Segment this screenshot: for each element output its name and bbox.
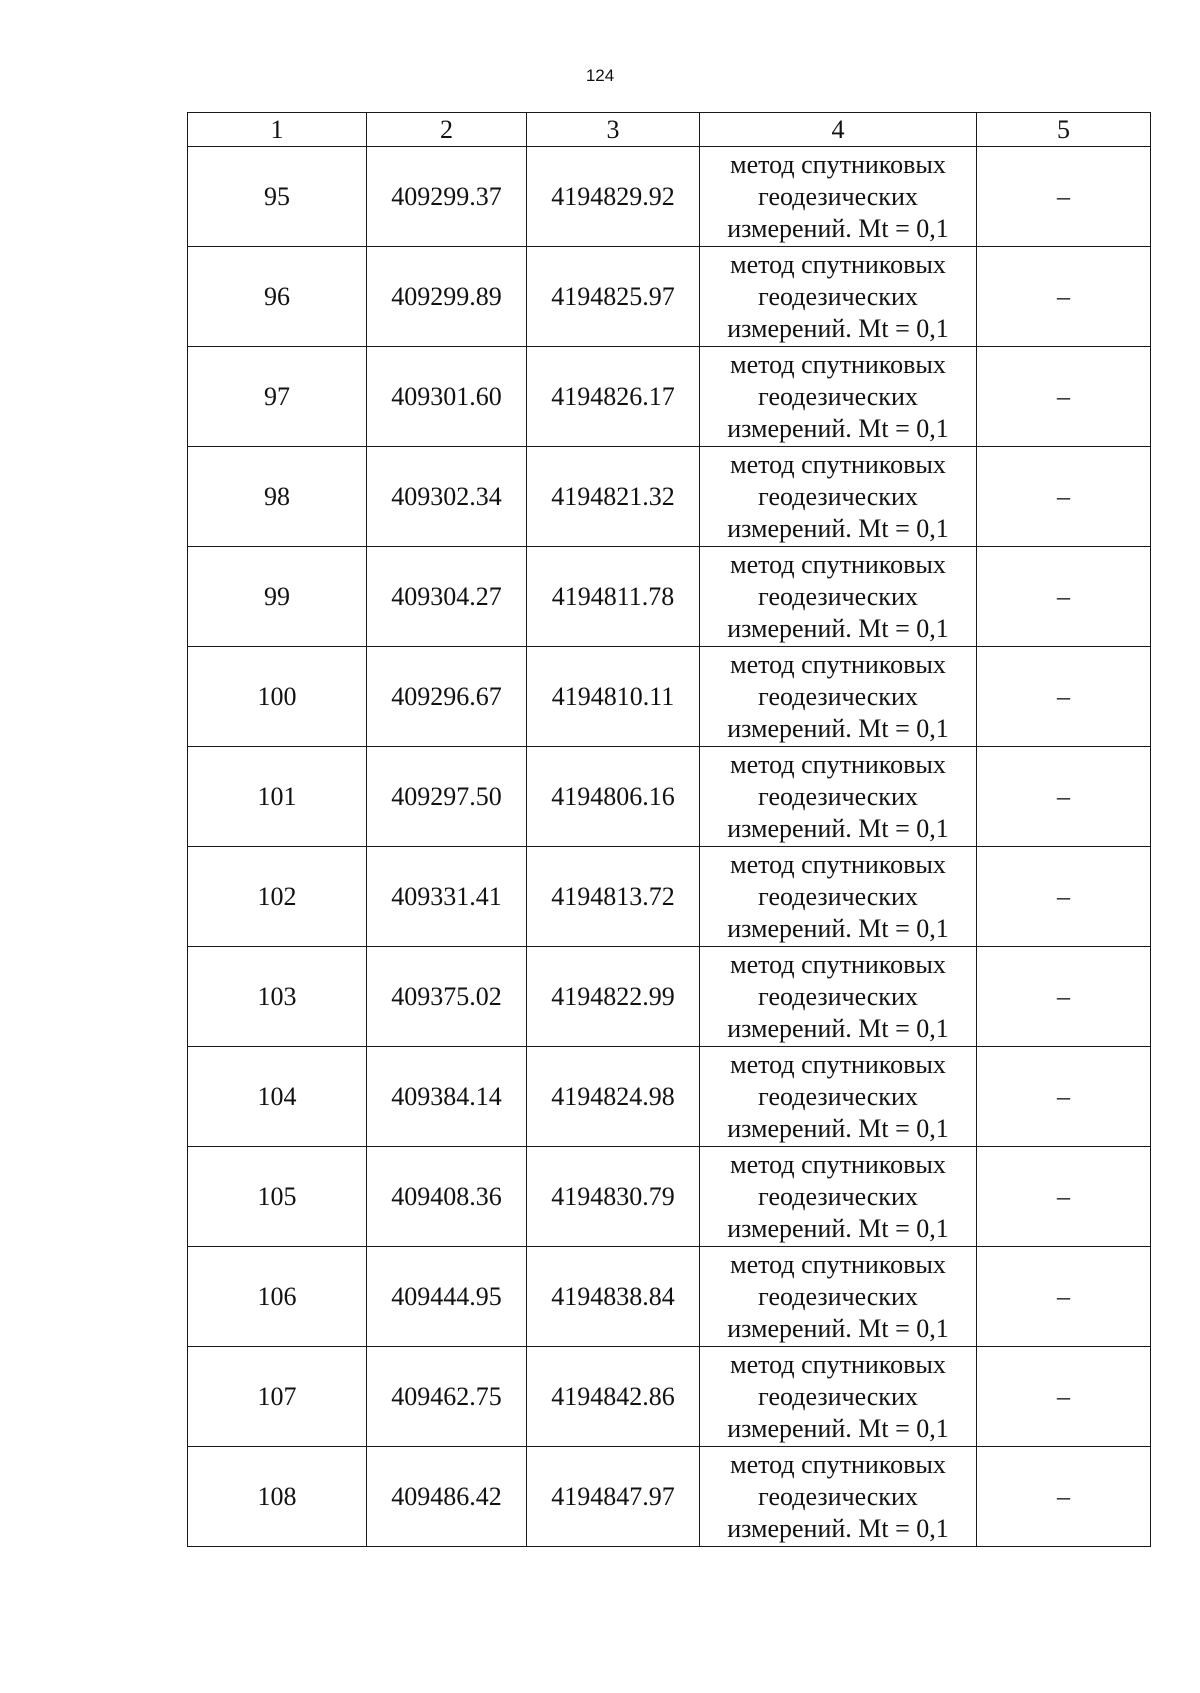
method-line: геодезических [758,1181,918,1211]
method-line: измерений. Mt = 0,1 [727,1213,949,1243]
y-coordinate-cell: 4194821.32 [527,447,700,547]
table-row [188,1347,1151,1447]
method-line: метод спутниковых [730,649,946,679]
method-line: метод спутниковых [730,349,946,379]
method-line: геодезических [758,281,918,311]
method-cell [700,1047,977,1147]
note-cell: – [977,247,1151,347]
header-cell-1: 1 [188,113,367,147]
y-coordinate-cell: 4194826.17 [527,347,700,447]
method-line: геодезических [758,1081,918,1111]
method-line: метод спутниковых [730,549,946,579]
table-header-row [188,113,1151,147]
x-coordinate-cell: 409299.37 [367,147,527,247]
x-coordinate-cell: 409304.27 [367,547,527,647]
point-number-cell: 102 [188,847,367,947]
method-line: измерений. Mt = 0,1 [727,513,949,543]
method-line: геодезических [758,481,918,511]
x-coordinate-cell: 409462.75 [367,1347,527,1447]
method-line: метод спутниковых [730,1149,946,1179]
method-cell [700,847,977,947]
point-number-cell: 99 [188,547,367,647]
note-cell: – [977,747,1151,847]
note-cell: – [977,1447,1151,1547]
x-coordinate-cell: 409301.60 [367,347,527,447]
table-row [188,947,1151,1047]
y-coordinate-cell: 4194825.97 [527,247,700,347]
method-line: геодезических [758,1481,918,1511]
point-number-cell: 100 [188,647,367,747]
point-number-cell: 107 [188,1347,367,1447]
x-coordinate-cell: 409486.42 [367,1447,527,1547]
method-line: метод спутниковых [730,949,946,979]
table-row [188,1147,1151,1247]
x-coordinate-cell: 409375.02 [367,947,527,1047]
method-cell [700,747,977,847]
table-row [188,1047,1151,1147]
method-line: измерений. Mt = 0,1 [727,1513,949,1543]
method-line: измерений. Mt = 0,1 [727,913,949,943]
method-cell [700,1147,977,1247]
table-row [188,747,1151,847]
note-cell: – [977,447,1151,547]
point-number-cell: 106 [188,1247,367,1347]
table-row [188,147,1151,247]
method-line: геодезических [758,781,918,811]
point-number-cell: 105 [188,1147,367,1247]
method-line: измерений. Mt = 0,1 [727,613,949,643]
note-cell: – [977,1047,1151,1147]
method-line: измерений. Mt = 0,1 [727,713,949,743]
y-coordinate-cell: 4194838.84 [527,1247,700,1347]
method-line: измерений. Mt = 0,1 [727,1413,949,1443]
method-cell [700,247,977,347]
note-cell: – [977,1247,1151,1347]
method-line: геодезических [758,381,918,411]
method-line: геодезических [758,881,918,911]
note-cell: – [977,947,1151,1047]
point-number-cell: 98 [188,447,367,547]
note-cell: – [977,147,1151,247]
table-row [188,1447,1151,1547]
y-coordinate-cell: 4194811.78 [527,547,700,647]
point-number-cell: 103 [188,947,367,1047]
x-coordinate-cell: 409297.50 [367,747,527,847]
method-line: измерений. Mt = 0,1 [727,1013,949,1043]
method-line: геодезических [758,1381,918,1411]
note-cell: – [977,1347,1151,1447]
method-line: измерений. Mt = 0,1 [727,1113,949,1143]
x-coordinate-cell: 409331.41 [367,847,527,947]
method-line: метод спутниковых [730,849,946,879]
note-cell: – [977,1147,1151,1247]
y-coordinate-cell: 4194822.99 [527,947,700,1047]
method-cell [700,547,977,647]
table-row [188,347,1151,447]
note-cell: – [977,647,1151,747]
x-coordinate-cell: 409384.14 [367,1047,527,1147]
y-coordinate-cell: 4194847.97 [527,1447,700,1547]
x-coordinate-cell: 409302.34 [367,447,527,547]
note-cell: – [977,347,1151,447]
method-line: метод спутниковых [730,749,946,779]
method-line: измерений. Mt = 0,1 [727,313,949,343]
method-line: метод спутниковых [730,1349,946,1379]
point-number-cell: 108 [188,1447,367,1547]
method-line: метод спутниковых [730,1049,946,1079]
y-coordinate-cell: 4194824.98 [527,1047,700,1147]
table-row [188,247,1151,347]
point-number-cell: 104 [188,1047,367,1147]
point-number-cell: 95 [188,147,367,247]
method-line: геодезических [758,1281,918,1311]
method-line: геодезических [758,581,918,611]
note-cell: – [977,547,1151,647]
x-coordinate-cell: 409444.95 [367,1247,527,1347]
note-cell: – [977,847,1151,947]
method-line: метод спутниковых [730,1449,946,1479]
method-line: метод спутниковых [730,1249,946,1279]
method-line: измерений. Mt = 0,1 [727,1313,949,1343]
point-number-cell: 96 [188,247,367,347]
method-cell [700,347,977,447]
table-row [188,847,1151,947]
x-coordinate-cell: 409408.36 [367,1147,527,1247]
header-cell-4: 4 [700,113,977,147]
y-coordinate-cell: 4194813.72 [527,847,700,947]
table-body [188,113,1151,1547]
point-number-cell: 101 [188,747,367,847]
y-coordinate-cell: 4194842.86 [527,1347,700,1447]
y-coordinate-cell: 4194830.79 [527,1147,700,1247]
method-line: метод спутниковых [730,449,946,479]
method-line: геодезических [758,681,918,711]
method-cell [700,1247,977,1347]
table-row [188,1247,1151,1347]
table-row [188,647,1151,747]
y-coordinate-cell: 4194829.92 [527,147,700,247]
coordinates-table [187,112,1151,1547]
x-coordinate-cell: 409299.89 [367,247,527,347]
y-coordinate-cell: 4194810.11 [527,647,700,747]
method-cell [700,1447,977,1547]
method-line: метод спутниковых [730,249,946,279]
table-row [188,447,1151,547]
point-number-cell: 97 [188,347,367,447]
method-cell [700,447,977,547]
method-line: измерений. Mt = 0,1 [727,213,949,243]
method-cell [700,1347,977,1447]
x-coordinate-cell: 409296.67 [367,647,527,747]
method-line: измерений. Mt = 0,1 [727,813,949,843]
method-line: геодезических [758,181,918,211]
header-cell-5: 5 [977,113,1151,147]
header-cell-2: 2 [367,113,527,147]
method-cell [700,647,977,747]
y-coordinate-cell: 4194806.16 [527,747,700,847]
method-line: измерений. Mt = 0,1 [727,413,949,443]
method-cell [700,947,977,1047]
page-number: 124 [585,66,615,85]
method-cell [700,147,977,247]
header-cell-3: 3 [527,113,700,147]
method-line: геодезических [758,981,918,1011]
table-row [188,547,1151,647]
method-line: метод спутниковых [730,149,946,179]
